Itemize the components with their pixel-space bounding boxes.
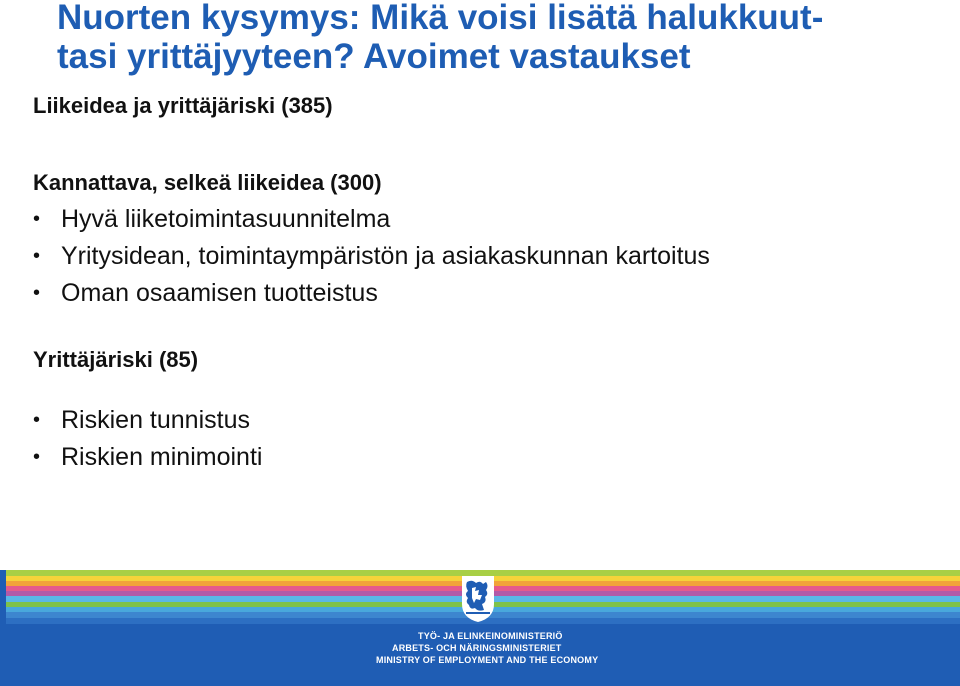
bullet-icon: • [33, 208, 41, 230]
page-title [57, 0, 917, 76]
list-item [33, 238, 933, 275]
ministry-name-sv: ARBETS- OCH NÄRINGSMINISTERIET [392, 643, 562, 653]
bullet-icon: • [33, 446, 41, 468]
section-heading-business-idea-risk: Liikeidea ja yrittäjäriski (385) [33, 93, 333, 118]
bullet-icon: • [33, 409, 41, 431]
list-item-text: Yritysidean, toimintaympäristön ja asiakaskunnan kartoitus [61, 242, 710, 270]
ministry-footer-banner [0, 570, 960, 686]
slide-content [33, 92, 933, 476]
page-title-line-1: Nuorten kysymys: Mikä voisi lisätä halukkuut- [57, 0, 824, 37]
list-item-text: Riskien tunnistus [61, 406, 250, 434]
ministry-name-en: MINISTRY OF EMPLOYMENT AND THE ECONOMY [376, 655, 599, 665]
ministry-name-fi: TYÖ- JA ELINKEINOMINISTERIÖ [418, 631, 563, 641]
list-item-text: Oman osaamisen tuotteistus [61, 279, 378, 307]
section-heading-entrepreneur-risk: Yrittäjäriski (85) [33, 347, 199, 372]
section-heading-viable-business-idea: Kannattava, selkeä liikeidea (300) [33, 170, 382, 195]
list-item [33, 275, 933, 312]
page-title-line-2: tasi yrittäjyyteen? Avoimet vastaukset [57, 37, 691, 76]
bullet-icon: • [33, 245, 41, 267]
list-item [33, 402, 933, 439]
bullet-icon: • [33, 282, 41, 304]
list-item-text: Hyvä liiketoimintasuunnitelma [61, 205, 391, 233]
list-item [33, 201, 933, 238]
list-item [33, 439, 933, 476]
list-item-text: Riskien minimointi [61, 443, 263, 471]
lion-crest-icon [458, 574, 498, 624]
bullet-list-risk [33, 402, 933, 476]
bullet-list-business-idea [33, 201, 933, 312]
